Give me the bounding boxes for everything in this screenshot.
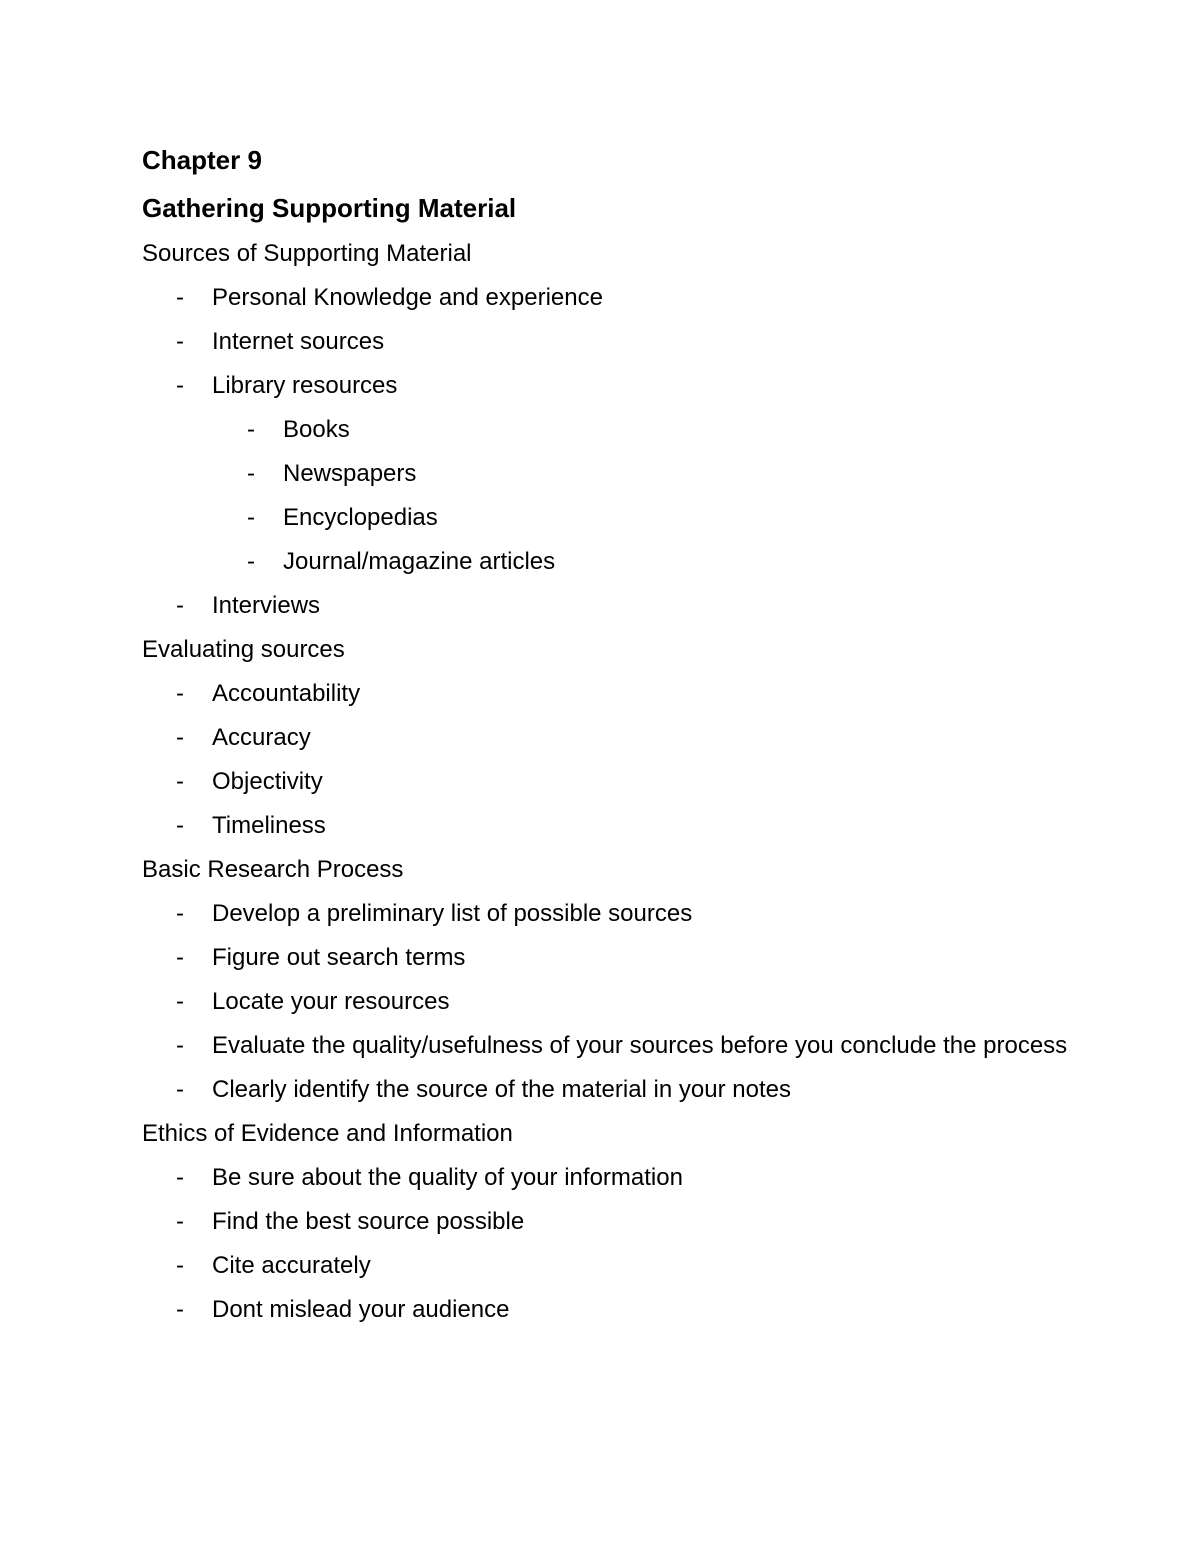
list-item-text: Clearly identify the source of the material in your notes bbox=[212, 1076, 791, 1103]
list-item bbox=[142, 760, 1082, 804]
section-heading: Ethics of Evidence and Information bbox=[142, 1120, 513, 1147]
list-item bbox=[142, 716, 1082, 760]
list-item bbox=[142, 364, 1082, 408]
dash-bullet: - bbox=[176, 1252, 184, 1279]
dash-bullet: - bbox=[247, 460, 255, 487]
dash-bullet: - bbox=[176, 1076, 184, 1103]
list-item-text: Dont mislead your audience bbox=[212, 1296, 510, 1323]
dash-bullet: - bbox=[176, 372, 184, 399]
list-item bbox=[142, 804, 1082, 848]
dash-bullet: - bbox=[176, 1296, 184, 1323]
dash-bullet: - bbox=[176, 900, 184, 927]
sub-list-item bbox=[142, 540, 1082, 584]
list-item-text: Evaluate the quality/usefulness of your sources before you conclude the process bbox=[212, 1032, 1068, 1059]
dash-bullet: - bbox=[176, 768, 184, 795]
dash-bullet: - bbox=[176, 284, 184, 311]
dash-bullet: - bbox=[176, 944, 184, 971]
dash-bullet: - bbox=[176, 724, 184, 751]
list-item-text: Newspapers bbox=[283, 460, 417, 487]
chapter-title: Chapter 9 bbox=[142, 145, 262, 175]
list-item-text: Accuracy bbox=[212, 724, 311, 751]
list-item-text: Books bbox=[283, 416, 350, 443]
list-item-text: Journal/magazine articles bbox=[283, 548, 556, 575]
list-item-text: Find the best source possible bbox=[212, 1208, 525, 1235]
list-item bbox=[142, 1024, 1082, 1068]
list-item-text: Personal Knowledge and experience bbox=[212, 284, 603, 311]
list-item bbox=[142, 276, 1082, 320]
list-item-text: Accountability bbox=[212, 680, 361, 707]
list-item bbox=[142, 892, 1082, 936]
dash-bullet: - bbox=[176, 1208, 184, 1235]
sections-container bbox=[142, 232, 1082, 1332]
sub-list-item bbox=[142, 408, 1082, 452]
dash-bullet: - bbox=[247, 548, 255, 575]
section-heading: Basic Research Process bbox=[142, 856, 404, 883]
list-item bbox=[142, 1200, 1082, 1244]
list-item-text: Be sure about the quality of your information bbox=[212, 1164, 683, 1191]
document-body bbox=[142, 136, 1082, 1332]
list-item-text: Timeliness bbox=[212, 812, 326, 839]
list-item bbox=[142, 1244, 1082, 1288]
list-item-text: Encyclopedias bbox=[283, 504, 438, 531]
list-item-text: Library resources bbox=[212, 372, 398, 399]
list-item-text: Develop a preliminary list of possible sources bbox=[212, 900, 693, 927]
list-item-text: Objectivity bbox=[212, 768, 323, 795]
list-item bbox=[142, 320, 1082, 364]
list-item bbox=[142, 1288, 1082, 1332]
list-item-text: Cite accurately bbox=[212, 1252, 371, 1279]
section-heading: Sources of Supporting Material bbox=[142, 240, 472, 267]
dash-bullet: - bbox=[176, 988, 184, 1015]
dash-bullet: - bbox=[176, 680, 184, 707]
dash-bullet: - bbox=[176, 592, 184, 619]
list-item-text: Locate your resources bbox=[212, 988, 450, 1015]
dash-bullet: - bbox=[176, 812, 184, 839]
list-item bbox=[142, 584, 1082, 628]
dash-bullet: - bbox=[176, 1032, 184, 1059]
dash-bullet: - bbox=[176, 1164, 184, 1191]
sub-list-item bbox=[142, 496, 1082, 540]
list-item bbox=[142, 936, 1082, 980]
list-item bbox=[142, 672, 1082, 716]
dash-bullet: - bbox=[176, 328, 184, 355]
list-item bbox=[142, 980, 1082, 1024]
sub-list-item bbox=[142, 452, 1082, 496]
dash-bullet: - bbox=[247, 416, 255, 443]
list-item-text: Internet sources bbox=[212, 328, 385, 355]
list-item bbox=[142, 1156, 1082, 1200]
list-item-text: Figure out search terms bbox=[212, 944, 466, 971]
list-item bbox=[142, 1068, 1082, 1112]
list-item-text: Interviews bbox=[212, 592, 321, 619]
dash-bullet: - bbox=[247, 504, 255, 531]
section-heading: Evaluating sources bbox=[142, 636, 345, 663]
chapter-subtitle: Gathering Supporting Material bbox=[142, 193, 517, 223]
